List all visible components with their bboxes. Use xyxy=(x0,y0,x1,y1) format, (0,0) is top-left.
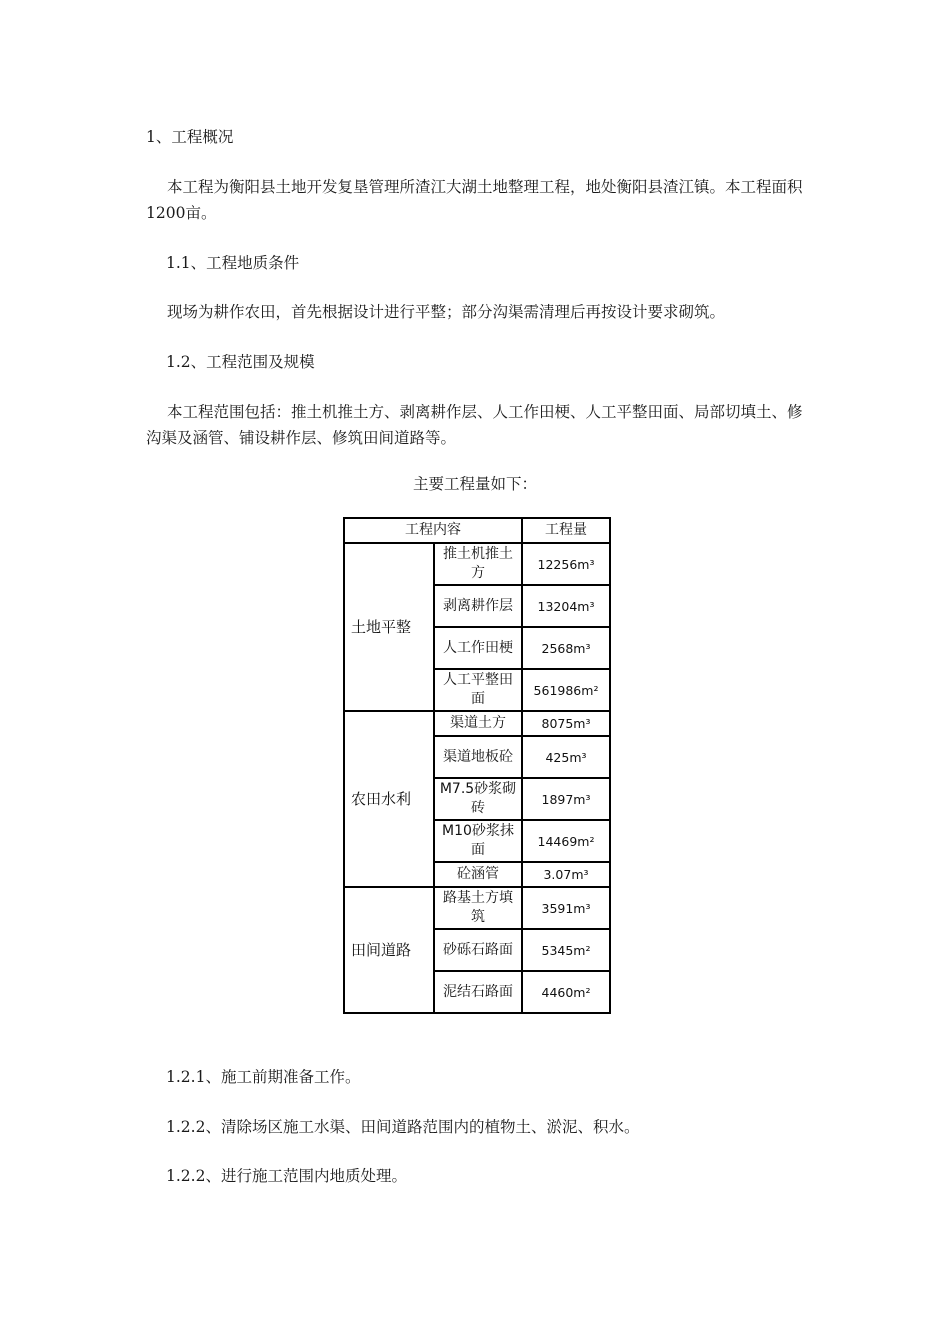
item-cell: 渠道地板砼 xyxy=(434,736,522,778)
quantities-table xyxy=(343,517,611,1014)
table-row xyxy=(344,543,610,585)
table-header-row xyxy=(344,518,610,543)
item-cell: 砼涵管 xyxy=(434,862,522,887)
list-item-1-2-2-b: 1.2.2、进行施工范围内地质处理。 xyxy=(166,1167,407,1185)
subsection-1-1-text: 现场为耕作农田，首先根据设计进行平整；部分沟渠需清理后再按设计要求砌筑。 xyxy=(167,303,726,321)
header-quantity: 工程量 xyxy=(522,518,610,543)
header-content: 工程内容 xyxy=(344,518,522,543)
item-cell: M10砂浆抹面 xyxy=(434,820,522,862)
item-cell: 路基土方填筑 xyxy=(434,887,522,929)
list-item-1-2-2: 1.2.2、清除场区施工水渠、田间道路范围内的植物土、淤泥、积水。 xyxy=(166,1118,640,1136)
qty-cell: 13204m³ xyxy=(522,585,610,627)
item-cell: 砂砾石路面 xyxy=(434,929,522,971)
group-name: 土地平整 xyxy=(344,543,434,711)
qty-cell: 4460m² xyxy=(522,971,610,1013)
table-row xyxy=(344,711,610,736)
item-cell: M7.5砂浆砌砖 xyxy=(434,778,522,820)
qty-cell: 2568m³ xyxy=(522,627,610,669)
table-row xyxy=(344,887,610,929)
group-name: 田间道路 xyxy=(344,887,434,1013)
item-cell: 人工作田梗 xyxy=(434,627,522,669)
item-cell: 推土机推土方 xyxy=(434,543,522,585)
intro-paragraph: 本工程为衡阳县土地开发复垦管理所渣江大湖土地整理工程，地处衡阳县渣江镇。本工程面积1200亩。 xyxy=(146,178,803,222)
qty-cell: 3591m³ xyxy=(522,887,610,929)
qty-cell: 14469m² xyxy=(522,820,610,862)
subsection-1-2-text: 本工程范围包括：推土机推土方、剥离耕作层、人工作田梗、人工平整田面、局部切填土、修沟渠及涵管、铺设耕作层、修筑田间道路等。 xyxy=(146,403,803,447)
qty-cell: 561986m² xyxy=(522,669,610,711)
section-title: 1、工程概况 xyxy=(146,128,234,146)
qty-cell: 5345m² xyxy=(522,929,610,971)
list-item-1-2-1: 1.2.1、施工前期准备工作。 xyxy=(166,1068,361,1086)
item-cell: 剥离耕作层 xyxy=(434,585,522,627)
group-name: 农田水利 xyxy=(344,711,434,887)
subsection-1-2-title: 1.2、工程范围及规模 xyxy=(166,353,315,371)
qty-cell: 3.07m³ xyxy=(522,862,610,887)
qty-cell: 12256m³ xyxy=(522,543,610,585)
item-cell: 人工平整田面 xyxy=(434,669,522,711)
qty-cell: 1897m³ xyxy=(522,778,610,820)
item-cell: 泥结石路面 xyxy=(434,971,522,1013)
qty-cell: 8075m³ xyxy=(522,711,610,736)
item-cell: 渠道土方 xyxy=(434,711,522,736)
subsection-1-1-title: 1.1、工程地质条件 xyxy=(166,254,300,272)
table-caption: 主要工程量如下： xyxy=(412,475,537,493)
qty-cell: 425m³ xyxy=(522,736,610,778)
